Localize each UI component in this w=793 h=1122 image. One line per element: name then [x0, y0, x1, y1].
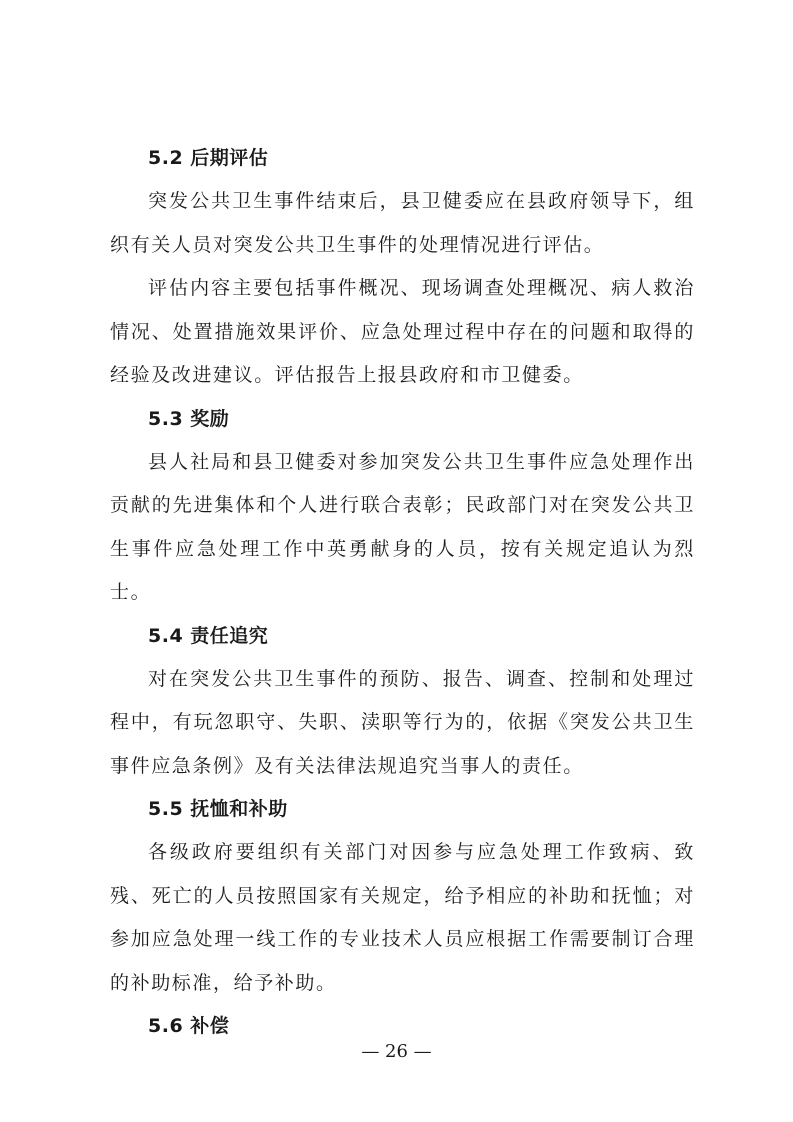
paragraph: 评估内容主要包括事件概况、现场调查处理概况、病人救治情况、处置措施效果评价、应急处理过程中存在的问题和取得的经验及改进建议。评估报告上报县政府和市卫健委。	[110, 277, 695, 386]
section-heading-5-3: 5.3 奖励	[148, 407, 230, 430]
document-body	[110, 137, 695, 1048]
paragraph: 对在突发公共卫生事件的预防、报告、调查、控制和处理过程中，有玩忽职守、失职、渎职等行为的，依据《突发公共卫生事件应急条例》及有关法律法规追究当事人的责任。	[110, 667, 695, 777]
section-heading-5-6: 5.6 补偿	[148, 1015, 230, 1037]
section-heading-5-5: 5.5 抚恤和补助	[148, 798, 288, 820]
paragraph: 各级政府要组织有关部门对因参与应急处理工作致病、致残、死亡的人员按照国家有关规定，给予相应的补助和抚恤；对参加应急处理一线工作的专业技术人员应根据工作需要制订合理的补助标准，给予补助。	[110, 841, 695, 994]
page-number: — 26 —	[361, 1041, 432, 1062]
section-heading-5-4: 5.4 责任追究	[148, 624, 269, 647]
section-heading-5-2: 5.2 后期评估	[148, 147, 269, 169]
paragraph: 县人社局和县卫健委对参加突发公共卫生事件应急处理作出贡献的先进集体和个人进行联合表彰；民政部门对在突发公共卫生事件应急处理工作中英勇献身的人员，按有关规定追认为烈士。	[110, 450, 695, 603]
paragraph: 突发公共卫生事件结束后，县卫健委应在县政府领导下，组织有关人员对突发公共卫生事件的处理情况进行评估。	[110, 190, 695, 256]
